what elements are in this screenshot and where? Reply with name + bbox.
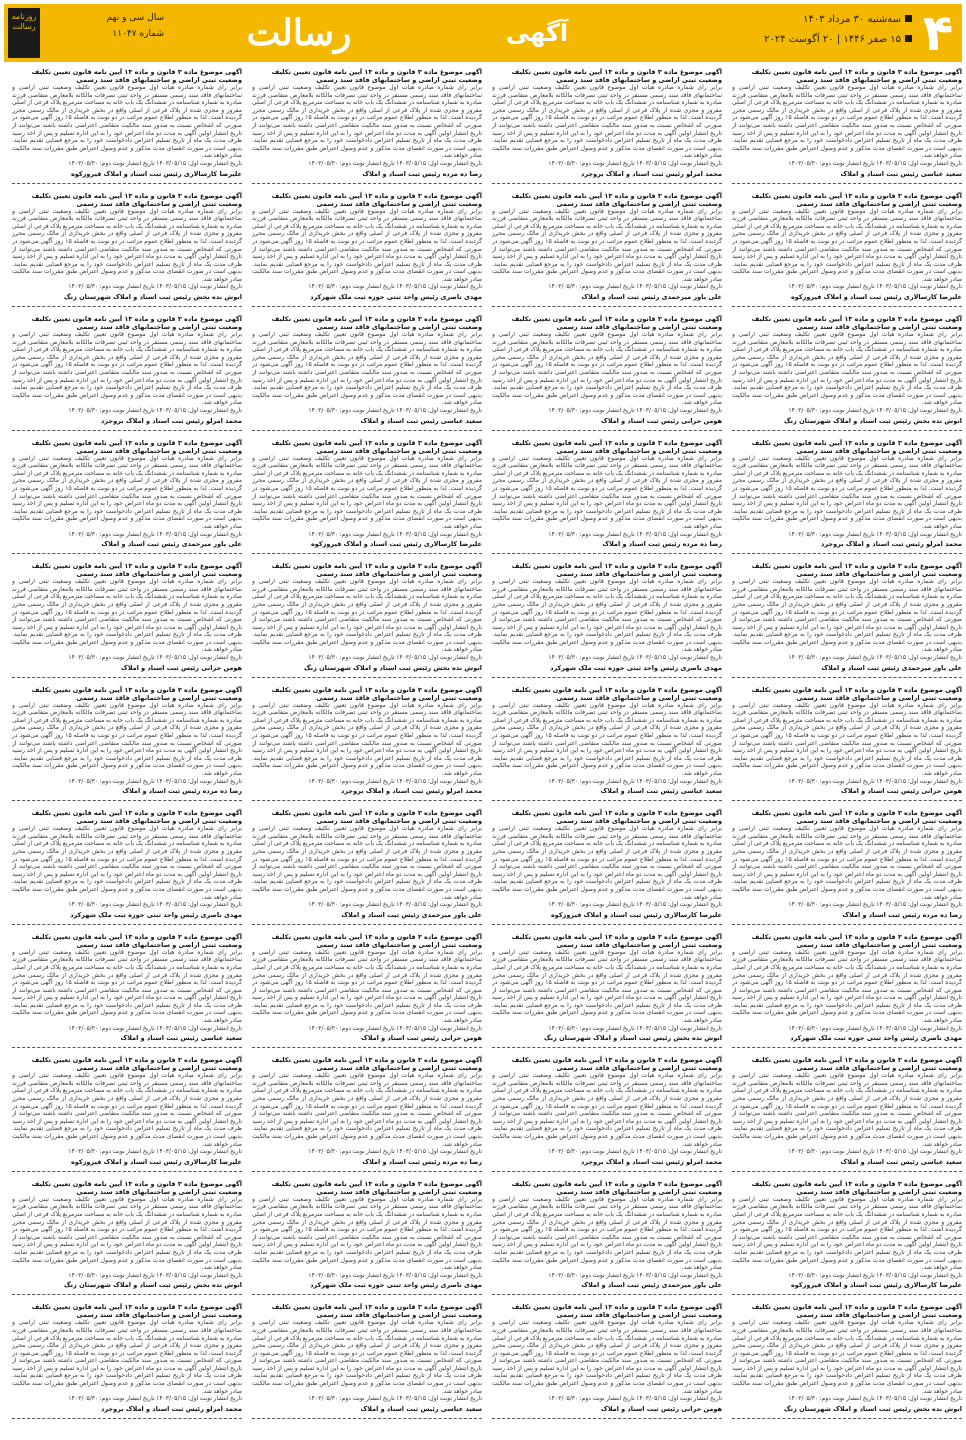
notice-signature: انوش نده بخش رئیس ثبت اسناد و املاک شهرستان زنگ bbox=[544, 1034, 722, 1043]
legal-notice bbox=[492, 1056, 722, 1172]
notice-body: برابر رای شماره صادره هیات اول موضوع قانون تعیین تکلیف وضعیت ثبتی اراضی و ساختمانهای فاقد سند رسمی مستقر در واحد ثبتی تصرفات مالکانه بلامعارض متقاضی فرزند صادره به شماره شناسنامه در ششدانگ یک باب خانه به مساحت مترمربع پلاک فرعی از اصلی مفروز و مجزی شده از پلاک فرعی از اصلی واقع در بخش خریداری از مالک رسمی محرز گردیده است. لذا به منظور اطلاع عموم مراتب در دو نوبت به فاصله ۱۵ روز آگهی می‌شود در صورتی که اشخاص نسبت به صدور سند مالکیت متقاضی اعتراضی داشته باشند می‌توانند از تاریخ انتشار اولین آگهی به مدت دو ماه اعتراض خود را به این اداره تسلیم و پس از اخذ رسید ظرف مدت یک ماه از تاریخ تسلیم اعتراض دادخواست خود را به مرجع قضایی تقدیم نمایند. بدیهی است در صورت انقضای مدت مذکور و عدم وصول اعتراض طبق مقررات سند مالکیت صادر خواهد شد. bbox=[252, 454, 482, 530]
notice-signature: رضا ده مرده رئیس ثبت اسناد و املاک bbox=[362, 169, 482, 178]
legal-notice bbox=[252, 315, 482, 431]
notice-dates: تاریخ انتشار نوبت اول: ۱۴۰۳/۰۵/۱۵ تاریخ انتشار نوبت دوم: ۱۴۰۳/۰۵/۳۰ bbox=[308, 407, 482, 414]
notice-body: برابر رای شماره صادره هیات اول موضوع قانون تعیین تکلیف وضعیت ثبتی اراضی و ساختمانهای فاقد سند رسمی مستقر در واحد ثبتی تصرفات مالکانه بلامعارض متقاضی فرزند صادره به شماره شناسنامه در ششدانگ یک باب خانه به مساحت مترمربع پلاک فرعی از اصلی مفروز و مجزی شده از پلاک فرعی از اصلی واقع در بخش خریداری از مالک رسمی محرز گردیده است. لذا به منظور اطلاع عموم مراتب در دو نوبت به فاصله ۱۵ روز آگهی می‌شود در صورتی که اشخاص نسبت به صدور سند مالکیت متقاضی اعتراضی داشته باشند می‌توانند از تاریخ انتشار اولین آگهی به مدت دو ماه اعتراض خود را به این اداره تسلیم و پس از اخذ رسید ظرف مدت یک ماه از تاریخ تسلیم اعتراض دادخواست خود را به مرجع قضایی تقدیم نمایند. بدیهی است در صورت انقضای مدت مذکور و عدم وصول اعتراض طبق مقررات سند مالکیت صادر خواهد شد. bbox=[252, 701, 482, 777]
legal-notice bbox=[492, 439, 722, 555]
legal-notice bbox=[492, 68, 722, 184]
legal-notice bbox=[492, 686, 722, 802]
notice-signature: علی یاور میرحمدی رئیس ثبت اسناد و املاک bbox=[341, 910, 482, 919]
notice-title: آگهی موضوع ماده ۳ قانون و ماده ۱۳ آیین نامه قانون تعیین تکلیف وضعیت ثبتی اراضی و ساختمانهای فاقد سند رسمی bbox=[31, 1056, 242, 1073]
notice-title: آگهی موضوع ماده ۳ قانون و ماده ۱۳ آیین نامه قانون تعیین تکلیف وضعیت ثبتی اراضی و ساختمانهای فاقد سند رسمی bbox=[511, 562, 722, 579]
notice-body: برابر رای شماره صادره هیات اول موضوع قانون تعیین تکلیف وضعیت ثبتی اراضی و ساختمانهای فاقد سند رسمی مستقر در واحد ثبتی تصرفات مالکانه بلامعارض متقاضی فرزند صادره به شماره شناسنامه در ششدانگ یک باب خانه به مساحت مترمربع پلاک فرعی از اصلی مفروز و مجزی شده از پلاک فرعی از اصلی واقع در بخش خریداری از مالک رسمی محرز گردیده است. لذا به منظور اطلاع عموم مراتب در دو نوبت به فاصله ۱۵ روز آگهی می‌شود در صورتی که اشخاص نسبت به صدور سند مالکیت متقاضی اعتراضی داشته باشند می‌توانند از تاریخ انتشار اولین آگهی به مدت دو ماه اعتراض خود را به این اداره تسلیم و پس از اخذ رسید ظرف مدت یک ماه از تاریخ تسلیم اعتراض دادخواست خود را به مرجع قضایی تقدیم نمایند. بدیهی است در صورت انقضای مدت مذکور و عدم وصول اعتراض طبق مقررات سند مالکیت صادر خواهد شد. bbox=[12, 454, 242, 530]
notice-signature: هومن حرانی رئیس ثبت اسناد و املاک bbox=[601, 416, 722, 425]
notice-divider bbox=[732, 183, 962, 184]
page-header bbox=[4, 4, 962, 62]
notice-signature: رضا ده مرده رئیس ثبت اسناد و املاک bbox=[362, 1157, 482, 1166]
notice-title: آگهی موضوع ماده ۳ قانون و ماده ۱۳ آیین نامه قانون تعیین تکلیف وضعیت ثبتی اراضی و ساختمانهای فاقد سند رسمی bbox=[31, 932, 242, 949]
notice-title: آگهی موضوع ماده ۳ قانون و ماده ۱۳ آیین نامه قانون تعیین تکلیف وضعیت ثبتی اراضی و ساختمانهای فاقد سند رسمی bbox=[271, 1303, 482, 1320]
notice-body: برابر رای شماره صادره هیات اول موضوع قانون تعیین تکلیف وضعیت ثبتی اراضی و ساختمانهای فاقد سند رسمی مستقر در واحد ثبتی تصرفات مالکانه بلامعارض متقاضی فرزند صادره به شماره شناسنامه در ششدانگ یک باب خانه به مساحت مترمربع پلاک فرعی از اصلی مفروز و مجزی شده از پلاک فرعی از اصلی واقع در بخش خریداری از مالک رسمی محرز گردیده است. لذا به منظور اطلاع عموم مراتب در دو نوبت به فاصله ۱۵ روز آگهی می‌شود در صورتی که اشخاص نسبت به صدور سند مالکیت متقاضی اعتراضی داشته باشند می‌توانند از تاریخ انتشار اولین آگهی به مدت دو ماه اعتراض خود را به این اداره تسلیم و پس از اخذ رسید ظرف مدت یک ماه از تاریخ تسلیم اعتراض دادخواست خود را به مرجع قضایی تقدیم نمایند. بدیهی است در صورت انقضای مدت مذکور و عدم وصول اعتراض طبق مقررات سند مالکیت صادر خواهد شد. bbox=[252, 948, 482, 1025]
notice-divider bbox=[252, 306, 482, 307]
notice-body: برابر رای شماره صادره هیات اول موضوع قانون تعیین تکلیف وضعیت ثبتی اراضی و ساختمانهای فاقد سند رسمی مستقر در واحد ثبتی تصرفات مالکانه بلامعارض متقاضی فرزند صادره به شماره شناسنامه در ششدانگ یک باب خانه به مساحت مترمربع پلاک فرعی از اصلی مفروز و مجزی شده از پلاک فرعی از اصلی واقع در بخش خریداری از مالک رسمی محرز گردیده است. لذا به منظور اطلاع عموم مراتب در دو نوبت به فاصله ۱۵ روز آگهی می‌شود در صورتی که اشخاص نسبت به صدور سند مالکیت متقاضی اعتراضی داشته باشند می‌توانند از تاریخ انتشار اولین آگهی به مدت دو ماه اعتراض خود را به این اداره تسلیم و پس از اخذ رسید ظرف مدت یک ماه از تاریخ تسلیم اعتراض دادخواست خود را به مرجع قضایی تقدیم نمایند. بدیهی است در صورت انقضای مدت مذکور و عدم وصول اعتراض طبق مقررات سند مالکیت صادر خواهد شد. bbox=[732, 701, 962, 777]
notice-title: آگهی موضوع ماده ۳ قانون و ماده ۱۳ آیین نامه قانون تعیین تکلیف وضعیت ثبتی اراضی و ساختمانهای فاقد سند رسمی bbox=[751, 685, 962, 702]
notice-signature: سعید عباسی رئیس ثبت اسناد و املاک bbox=[120, 1034, 242, 1043]
notice-title: آگهی موضوع ماده ۳ قانون و ماده ۱۳ آیین نامه قانون تعیین تکلیف وضعیت ثبتی اراضی و ساختمانهای فاقد سند رسمی bbox=[31, 685, 242, 702]
notice-divider bbox=[12, 800, 242, 801]
notice-body: برابر رای شماره صادره هیات اول موضوع قانون تعیین تکلیف وضعیت ثبتی اراضی و ساختمانهای فاقد سند رسمی مستقر در واحد ثبتی تصرفات مالکانه بلامعارض متقاضی فرزند صادره به شماره شناسنامه در ششدانگ یک باب خانه به مساحت مترمربع پلاک فرعی از اصلی مفروز و مجزی شده از پلاک فرعی از اصلی واقع در بخش خریداری از مالک رسمی محرز گردیده است. لذا به منظور اطلاع عموم مراتب در دو نوبت به فاصله ۱۵ روز آگهی می‌شود در صورتی که اشخاص نسبت به صدور سند مالکیت متقاضی اعتراضی داشته باشند می‌توانند از تاریخ انتشار اولین آگهی به مدت دو ماه اعتراض خود را به این اداره تسلیم و پس از اخذ رسید ظرف مدت یک ماه از تاریخ تسلیم اعتراض دادخواست خود را به مرجع قضایی تقدیم نمایند. بدیهی است در صورت انقضای مدت مذکور و عدم وصول اعتراض طبق مقررات سند مالکیت صادر خواهد شد. bbox=[12, 578, 242, 654]
notice-dates: تاریخ انتشار نوبت اول: ۱۴۰۳/۰۵/۱۵ تاریخ انتشار نوبت دوم: ۱۴۰۳/۰۵/۳۰ bbox=[788, 901, 962, 909]
notice-divider bbox=[492, 924, 722, 925]
notice-divider bbox=[12, 1171, 242, 1172]
notice-body: برابر رای شماره صادره هیات اول موضوع قانون تعیین تکلیف وضعیت ثبتی اراضی و ساختمانهای فاقد سند رسمی مستقر در واحد ثبتی تصرفات مالکانه بلامعارض متقاضی فرزند صادره به شماره شناسنامه در ششدانگ یک باب خانه به مساحت مترمربع پلاک فرعی از اصلی مفروز و مجزی شده از پلاک فرعی از اصلی واقع در بخش خریداری از مالک رسمی محرز گردیده است. لذا به منظور اطلاع عموم مراتب در دو نوبت به فاصله ۱۵ روز آگهی می‌شود در صورتی که اشخاص نسبت به صدور سند مالکیت متقاضی اعتراضی داشته باشند می‌توانند از تاریخ انتشار اولین آگهی به مدت دو ماه اعتراض خود را به این اداره تسلیم و پس از اخذ رسید ظرف مدت یک ماه از تاریخ تسلیم اعتراض دادخواست خود را به مرجع قضایی تقدیم نمایند. بدیهی است در صورت انقضای مدت مذکور و عدم وصول اعتراض طبق مقررات سند مالکیت صادر خواهد شد. bbox=[252, 825, 482, 901]
notice-body: برابر رای شماره صادره هیات اول موضوع قانون تعیین تکلیف وضعیت ثبتی اراضی و ساختمانهای فاقد سند رسمی مستقر در واحد ثبتی تصرفات مالکانه بلامعارض متقاضی فرزند صادره به شماره شناسنامه در ششدانگ یک باب خانه به مساحت مترمربع پلاک فرعی از اصلی مفروز و مجزی شده از پلاک فرعی از اصلی واقع در بخش خریداری از مالک رسمی محرز گردیده است. لذا به منظور اطلاع عموم مراتب در دو نوبت به فاصله ۱۵ روز آگهی می‌شود در صورتی که اشخاص نسبت به صدور سند مالکیت متقاضی اعتراضی داشته باشند می‌توانند از تاریخ انتشار اولین آگهی به مدت دو ماه اعتراض خود را به این اداره تسلیم و پس از اخذ رسید ظرف مدت یک ماه از تاریخ تسلیم اعتراض دادخواست خود را به مرجع قضایی تقدیم نمایند. بدیهی است در صورت انقضای مدت مذکور و عدم وصول اعتراض طبق مقررات سند مالکیت صادر خواهد شد. bbox=[492, 1072, 722, 1148]
legal-notice bbox=[492, 933, 722, 1049]
notice-title: آگهی موضوع ماده ۳ قانون و ماده ۱۳ آیین نامه قانون تعیین تکلیف وضعیت ثبتی اراضی و ساختمانهای فاقد سند رسمی bbox=[271, 191, 482, 208]
notice-body: برابر رای شماره صادره هیات اول موضوع قانون تعیین تکلیف وضعیت ثبتی اراضی و ساختمانهای فاقد سند رسمی مستقر در واحد ثبتی تصرفات مالکانه بلامعارض متقاضی فرزند صادره به شماره شناسنامه در ششدانگ یک باب خانه به مساحت مترمربع پلاک فرعی از اصلی مفروز و مجزی شده از پلاک فرعی از اصلی واقع در بخش خریداری از مالک رسمی محرز گردیده است. لذا به منظور اطلاع عموم مراتب در دو نوبت به فاصله ۱۵ روز آگهی می‌شود در صورتی که اشخاص نسبت به صدور سند مالکیت متقاضی اعتراضی داشته باشند می‌توانند از تاریخ انتشار اولین آگهی به مدت دو ماه اعتراض خود را به این اداره تسلیم و پس از اخذ رسید ظرف مدت یک ماه از تاریخ تسلیم اعتراض دادخواست خود را به مرجع قضایی تقدیم نمایند. بدیهی است در صورت انقضای مدت مذکور و عدم وصول اعتراض طبق مقررات سند مالکیت صادر خواهد شد. bbox=[492, 578, 722, 654]
notice-signature: مهدی ناصری رئیس واحد ثبتی حوزه ثبت ملک شهرکرد bbox=[790, 1034, 962, 1043]
notice-dates: تاریخ انتشار نوبت اول: ۱۴۰۳/۰۵/۱۵ تاریخ انتشار نوبت دوم: ۱۴۰۳/۰۵/۳۰ bbox=[788, 1024, 962, 1032]
notice-divider bbox=[492, 183, 722, 184]
notice-divider bbox=[12, 430, 242, 431]
notice-dates: تاریخ انتشار نوبت اول: ۱۴۰۳/۰۵/۱۵ تاریخ انتشار نوبت دوم: ۱۴۰۳/۰۵/۳۰ bbox=[548, 1148, 722, 1156]
notice-signature: هومن حرانی رئیس ثبت اسناد و املاک bbox=[121, 663, 242, 672]
notice-divider bbox=[732, 1047, 962, 1048]
legal-notice bbox=[492, 1180, 722, 1296]
notice-signature: محمد امرلو رئیس ثبت اسناد و املاک بروجرد bbox=[581, 169, 722, 178]
notice-title: آگهی موضوع ماده ۳ قانون و ماده ۱۳ آیین نامه قانون تعیین تکلیف وضعیت ثبتی اراضی و ساختمانهای فاقد سند رسمی bbox=[271, 932, 482, 949]
legal-notice bbox=[12, 1056, 242, 1172]
notice-divider bbox=[12, 1294, 242, 1295]
notice-body: برابر رای شماره صادره هیات اول موضوع قانون تعیین تکلیف وضعیت ثبتی اراضی و ساختمانهای فاقد سند رسمی مستقر در واحد ثبتی تصرفات مالکانه بلامعارض متقاضی فرزند صادره به شماره شناسنامه در ششدانگ یک باب خانه به مساحت مترمربع پلاک فرعی از اصلی مفروز و مجزی شده از پلاک فرعی از اصلی واقع در بخش خریداری از مالک رسمی محرز گردیده است. لذا به منظور اطلاع عموم مراتب در دو نوبت به فاصله ۱۵ روز آگهی می‌شود در صورتی که اشخاص نسبت به صدور سند مالکیت متقاضی اعتراضی داشته باشند می‌توانند از تاریخ انتشار اولین آگهی به مدت دو ماه اعتراض خود را به این اداره تسلیم و پس از اخذ رسید ظرف مدت یک ماه از تاریخ تسلیم اعتراض دادخواست خود را به مرجع قضایی تقدیم نمایند. بدیهی است در صورت انقضای مدت مذکور و عدم وصول اعتراض طبق مقررات سند مالکیت صادر خواهد شد. bbox=[492, 1195, 722, 1272]
legal-notice bbox=[732, 686, 962, 802]
notice-title: آگهی موضوع ماده ۳ قانون و ماده ۱۳ آیین نامه قانون تعیین تکلیف وضعیت ثبتی اراضی و ساختمانهای فاقد سند رسمی bbox=[31, 438, 242, 455]
notice-title: آگهی موضوع ماده ۳ قانون و ماده ۱۳ آیین نامه قانون تعیین تکلیف وضعیت ثبتی اراضی و ساختمانهای فاقد سند رسمی bbox=[271, 685, 482, 702]
notice-dates: تاریخ انتشار نوبت اول: ۱۴۰۳/۰۵/۱۵ تاریخ انتشار نوبت دوم: ۱۴۰۳/۰۵/۳۰ bbox=[548, 1395, 722, 1403]
notice-title: آگهی موضوع ماده ۳ قانون و ماده ۱۳ آیین نامه قانون تعیین تکلیف وضعیت ثبتی اراضی و ساختمانهای فاقد سند رسمی bbox=[751, 68, 962, 84]
notice-body: برابر رای شماره صادره هیات اول موضوع قانون تعیین تکلیف وضعیت ثبتی اراضی و ساختمانهای فاقد سند رسمی مستقر در واحد ثبتی تصرفات مالکانه بلامعارض متقاضی فرزند صادره به شماره شناسنامه در ششدانگ یک باب خانه به مساحت مترمربع پلاک فرعی از اصلی مفروز و مجزی شده از پلاک فرعی از اصلی واقع در بخش خریداری از مالک رسمی محرز گردیده است. لذا به منظور اطلاع عموم مراتب در دو نوبت به فاصله ۱۵ روز آگهی می‌شود در صورتی که اشخاص نسبت به صدور سند مالکیت متقاضی اعتراضی داشته باشند می‌توانند از تاریخ انتشار اولین آگهی به مدت دو ماه اعتراض خود را به این اداره تسلیم و پس از اخذ رسید ظرف مدت یک ماه از تاریخ تسلیم اعتراض دادخواست خود را به مرجع قضایی تقدیم نمایند. بدیهی است در صورت انقضای مدت مذکور و عدم وصول اعتراض طبق مقررات سند مالکیت صادر خواهد شد. bbox=[12, 84, 242, 160]
notice-divider bbox=[252, 1294, 482, 1295]
legal-notice bbox=[732, 1056, 962, 1172]
notice-title: آگهی موضوع ماده ۳ قانون و ماده ۱۳ آیین نامه قانون تعیین تکلیف وضعیت ثبتی اراضی و ساختمانهای فاقد سند رسمی bbox=[511, 68, 722, 84]
notice-signature: سعید عباسی رئیس ثبت اسناد و املاک bbox=[360, 1404, 482, 1413]
notice-signature: علیرضا کارسالاری رئیس ثبت اسناد و املاک فیروزکوه bbox=[550, 910, 722, 919]
legal-notice bbox=[252, 1303, 482, 1419]
notice-body: برابر رای شماره صادره هیات اول موضوع قانون تعیین تکلیف وضعیت ثبتی اراضی و ساختمانهای فاقد سند رسمی مستقر در واحد ثبتی تصرفات مالکانه بلامعارض متقاضی فرزند صادره به شماره شناسنامه در ششدانگ یک باب خانه به مساحت مترمربع پلاک فرعی از اصلی مفروز و مجزی شده از پلاک فرعی از اصلی واقع در بخش خریداری از مالک رسمی محرز گردیده است. لذا به منظور اطلاع عموم مراتب در دو نوبت به فاصله ۱۵ روز آگهی می‌شود در صورتی که اشخاص نسبت به صدور سند مالکیت متقاضی اعتراضی داشته باشند می‌توانند از تاریخ انتشار اولین آگهی به مدت دو ماه اعتراض خود را به این اداره تسلیم و پس از اخذ رسید ظرف مدت یک ماه از تاریخ تسلیم اعتراض دادخواست خود را به مرجع قضایی تقدیم نمایند. بدیهی است در صورت انقضای مدت مذکور و عدم وصول اعتراض طبق مقررات سند مالکیت صادر خواهد شد. bbox=[12, 331, 242, 407]
legal-notice bbox=[492, 1303, 722, 1419]
notice-title: آگهی موضوع ماده ۳ قانون و ماده ۱۳ آیین نامه قانون تعیین تکلیف وضعیت ثبتی اراضی و ساختمانهای فاقد سند رسمی bbox=[751, 315, 962, 332]
notice-title: آگهی موضوع ماده ۳ قانون و ماده ۱۳ آیین نامه قانون تعیین تکلیف وضعیت ثبتی اراضی و ساختمانهای فاقد سند رسمی bbox=[511, 1179, 722, 1196]
newspaper-logo: روزنامه رسالت bbox=[8, 8, 40, 58]
notice-dates: تاریخ انتشار نوبت اول: ۱۴۰۳/۰۵/۱۵ تاریخ انتشار نوبت دوم: ۱۴۰۳/۰۵/۳۰ bbox=[788, 1395, 962, 1403]
notice-dates: تاریخ انتشار نوبت اول: ۱۴۰۳/۰۵/۱۵ تاریخ انتشار نوبت دوم: ۱۴۰۳/۰۵/۳۰ bbox=[308, 1395, 482, 1403]
notice-title: آگهی موضوع ماده ۳ قانون و ماده ۱۳ آیین نامه قانون تعیین تکلیف وضعیت ثبتی اراضی و ساختمانهای فاقد سند رسمی bbox=[31, 1303, 242, 1320]
notice-divider bbox=[732, 677, 962, 678]
section-title: آگهی bbox=[505, 19, 569, 47]
legal-notice bbox=[252, 192, 482, 308]
legal-notice bbox=[252, 68, 482, 184]
notice-signature: انوش نده بخش رئیس ثبت اسناد و املاک شهرستان زنگ bbox=[304, 663, 482, 672]
notice-dates: تاریخ انتشار نوبت اول: ۱۴۰۳/۰۵/۱۵ تاریخ انتشار نوبت دوم: ۱۴۰۳/۰۵/۳۰ bbox=[788, 283, 962, 291]
notice-title: آگهی موضوع ماده ۳ قانون و ماده ۱۳ آیین نامه قانون تعیین تکلیف وضعیت ثبتی اراضی و ساختمانهای فاقد سند رسمی bbox=[751, 562, 962, 579]
notice-body: برابر رای شماره صادره هیات اول موضوع قانون تعیین تکلیف وضعیت ثبتی اراضی و ساختمانهای فاقد سند رسمی مستقر در واحد ثبتی تصرفات مالکانه بلامعارض متقاضی فرزند صادره به شماره شناسنامه در ششدانگ یک باب خانه به مساحت مترمربع پلاک فرعی از اصلی مفروز و مجزی شده از پلاک فرعی از اصلی واقع در بخش خریداری از مالک رسمی محرز گردیده است. لذا به منظور اطلاع عموم مراتب در دو نوبت به فاصله ۱۵ روز آگهی می‌شود در صورتی که اشخاص نسبت به صدور سند مالکیت متقاضی اعتراضی داشته باشند می‌توانند از تاریخ انتشار اولین آگهی به مدت دو ماه اعتراض خود را به این اداره تسلیم و پس از اخذ رسید ظرف مدت یک ماه از تاریخ تسلیم اعتراض دادخواست خود را به مرجع قضایی تقدیم نمایند. بدیهی است در صورت انقضای مدت مذکور و عدم وصول اعتراض طبق مقررات سند مالکیت صادر خواهد شد. bbox=[12, 1319, 242, 1395]
column-4 bbox=[12, 68, 242, 1436]
notice-body: برابر رای شماره صادره هیات اول موضوع قانون تعیین تکلیف وضعیت ثبتی اراضی و ساختمانهای فاقد سند رسمی مستقر در واحد ثبتی تصرفات مالکانه بلامعارض متقاضی فرزند صادره به شماره شناسنامه در ششدانگ یک باب خانه به مساحت مترمربع پلاک فرعی از اصلی مفروز و مجزی شده از پلاک فرعی از اصلی واقع در بخش خریداری از مالک رسمی محرز گردیده است. لذا به منظور اطلاع عموم مراتب در دو نوبت به فاصله ۱۵ روز آگهی می‌شود در صورتی که اشخاص نسبت به صدور سند مالکیت متقاضی اعتراضی داشته باشند می‌توانند از تاریخ انتشار اولین آگهی به مدت دو ماه اعتراض خود را به این اداره تسلیم و پس از اخذ رسید ظرف مدت یک ماه از تاریخ تسلیم اعتراض دادخواست خود را به مرجع قضایی تقدیم نمایند. بدیهی است در صورت انقضای مدت مذکور و عدم وصول اعتراض طبق مقررات سند مالکیت صادر خواهد شد. bbox=[732, 84, 962, 160]
notice-body: برابر رای شماره صادره هیات اول موضوع قانون تعیین تکلیف وضعیت ثبتی اراضی و ساختمانهای فاقد سند رسمی مستقر در واحد ثبتی تصرفات مالکانه بلامعارض متقاضی فرزند صادره به شماره شناسنامه در ششدانگ یک باب خانه به مساحت مترمربع پلاک فرعی از اصلی مفروز و مجزی شده از پلاک فرعی از اصلی واقع در بخش خریداری از مالک رسمی محرز گردیده است. لذا به منظور اطلاع عموم مراتب در دو نوبت به فاصله ۱۵ روز آگهی می‌شود در صورتی که اشخاص نسبت به صدور سند مالکیت متقاضی اعتراضی داشته باشند می‌توانند از تاریخ انتشار اولین آگهی به مدت دو ماه اعتراض خود را به این اداره تسلیم و پس از اخذ رسید ظرف مدت یک ماه از تاریخ تسلیم اعتراض دادخواست خود را به مرجع قضایی تقدیم نمایند. بدیهی است در صورت انقضای مدت مذکور و عدم وصول اعتراض طبق مقررات سند مالکیت صادر خواهد شد. bbox=[252, 578, 482, 654]
notice-divider bbox=[732, 553, 962, 554]
notice-signature: سعید عباسی رئیس ثبت اسناد و املاک bbox=[360, 416, 482, 425]
notice-dates: تاریخ انتشار نوبت اول: ۱۴۰۳/۰۵/۱۵ تاریخ انتشار نوبت دوم: ۱۴۰۳/۰۵/۳۰ bbox=[548, 901, 722, 909]
notice-signature: محمد امرلو رئیس ثبت اسناد و املاک بروجرد bbox=[101, 416, 242, 425]
notice-title: آگهی موضوع ماده ۳ قانون و ماده ۱۳ آیین نامه قانون تعیین تکلیف وضعیت ثبتی اراضی و ساختمانهای فاقد سند رسمی bbox=[31, 191, 242, 208]
notice-body: برابر رای شماره صادره هیات اول موضوع قانون تعیین تکلیف وضعیت ثبتی اراضی و ساختمانهای فاقد سند رسمی مستقر در واحد ثبتی تصرفات مالکانه بلامعارض متقاضی فرزند صادره به شماره شناسنامه در ششدانگ یک باب خانه به مساحت مترمربع پلاک فرعی از اصلی مفروز و مجزی شده از پلاک فرعی از اصلی واقع در بخش خریداری از مالک رسمی محرز گردیده است. لذا به منظور اطلاع عموم مراتب در دو نوبت به فاصله ۱۵ روز آگهی می‌شود در صورتی که اشخاص نسبت به صدور سند مالکیت متقاضی اعتراضی داشته باشند می‌توانند از تاریخ انتشار اولین آگهی به مدت دو ماه اعتراض خود را به این اداره تسلیم و پس از اخذ رسید ظرف مدت یک ماه از تاریخ تسلیم اعتراض دادخواست خود را به مرجع قضایی تقدیم نمایند. بدیهی است در صورت انقضای مدت مذکور و عدم وصول اعتراض طبق مقررات سند مالکیت صادر خواهد شد. bbox=[732, 1319, 962, 1395]
notice-signature: علی یاور میرحمدی رئیس ثبت اسناد و املاک bbox=[581, 1281, 722, 1290]
notice-dates: تاریخ انتشار نوبت اول: ۱۴۰۳/۰۵/۱۵ تاریخ انتشار نوبت دوم: ۱۴۰۳/۰۵/۳۰ bbox=[548, 654, 722, 662]
notice-divider bbox=[492, 553, 722, 554]
notice-title: آگهی موضوع ماده ۳ قانون و ماده ۱۳ آیین نامه قانون تعیین تکلیف وضعیت ثبتی اراضی و ساختمانهای فاقد سند رسمی bbox=[511, 1056, 722, 1073]
legal-notice bbox=[732, 315, 962, 431]
notice-signature: رضا ده مرده رئیس ثبت اسناد و املاک bbox=[842, 910, 962, 919]
notice-body: برابر رای شماره صادره هیات اول موضوع قانون تعیین تکلیف وضعیت ثبتی اراضی و ساختمانهای فاقد سند رسمی مستقر در واحد ثبتی تصرفات مالکانه بلامعارض متقاضی فرزند صادره به شماره شناسنامه در ششدانگ یک باب خانه به مساحت مترمربع پلاک فرعی از اصلی مفروز و مجزی شده از پلاک فرعی از اصلی واقع در بخش خریداری از مالک رسمی محرز گردیده است. لذا به منظور اطلاع عموم مراتب در دو نوبت به فاصله ۱۵ روز آگهی می‌شود در صورتی که اشخاص نسبت به صدور سند مالکیت متقاضی اعتراضی داشته باشند می‌توانند از تاریخ انتشار اولین آگهی به مدت دو ماه اعتراض خود را به این اداره تسلیم و پس از اخذ رسید ظرف مدت یک ماه از تاریخ تسلیم اعتراض دادخواست خود را به مرجع قضایی تقدیم نمایند. بدیهی است در صورت انقضای مدت مذکور و عدم وصول اعتراض طبق مقررات سند مالکیت صادر خواهد شد. bbox=[732, 1072, 962, 1148]
notice-body: برابر رای شماره صادره هیات اول موضوع قانون تعیین تکلیف وضعیت ثبتی اراضی و ساختمانهای فاقد سند رسمی مستقر در واحد ثبتی تصرفات مالکانه بلامعارض متقاضی فرزند صادره به شماره شناسنامه در ششدانگ یک باب خانه به مساحت مترمربع پلاک فرعی از اصلی مفروز و مجزی شده از پلاک فرعی از اصلی واقع در بخش خریداری از مالک رسمی محرز گردیده است. لذا به منظور اطلاع عموم مراتب در دو نوبت به فاصله ۱۵ روز آگهی می‌شود در صورتی که اشخاص نسبت به صدور سند مالکیت متقاضی اعتراضی داشته باشند می‌توانند از تاریخ انتشار اولین آگهی به مدت دو ماه اعتراض خود را به این اداره تسلیم و پس از اخذ رسید ظرف مدت یک ماه از تاریخ تسلیم اعتراض دادخواست خود را به مرجع قضایی تقدیم نمایند. بدیهی است در صورت انقضای مدت مذکور و عدم وصول اعتراض طبق مقررات سند مالکیت صادر خواهد شد. bbox=[492, 207, 722, 283]
legal-notice bbox=[732, 1303, 962, 1419]
legal-notice bbox=[732, 439, 962, 555]
notice-title: آگهی موضوع ماده ۳ قانون و ماده ۱۳ آیین نامه قانون تعیین تکلیف وضعیت ثبتی اراضی و ساختمانهای فاقد سند رسمی bbox=[271, 315, 482, 332]
legal-notice bbox=[12, 686, 242, 802]
notice-signature: علی یاور میرحمدی رئیس ثبت اسناد و املاک bbox=[821, 663, 962, 672]
notice-signature: رضا ده مرده رئیس ثبت اسناد و املاک bbox=[122, 787, 242, 796]
notice-signature: انوش نده بخش رئیس ثبت اسناد و املاک شهرستان زنگ bbox=[784, 1404, 962, 1413]
notice-signature: علیرضا کارسالاری رئیس ثبت اسناد و املاک فیروزکوه bbox=[70, 169, 242, 178]
notice-dates: تاریخ انتشار نوبت اول: ۱۴۰۳/۰۵/۱۵ تاریخ انتشار نوبت دوم: ۱۴۰۳/۰۵/۳۰ bbox=[68, 654, 242, 662]
notice-signature: هومن حرانی رئیس ثبت اسناد و املاک bbox=[361, 1034, 482, 1043]
notice-divider bbox=[252, 1418, 482, 1419]
notice-divider bbox=[252, 924, 482, 925]
date-persian: سه‌شنبه ۳۰ مرداد ۱۴۰۳ bbox=[803, 14, 901, 25]
notice-dates: تاریخ انتشار نوبت اول: ۱۴۰۳/۰۵/۱۵ تاریخ انتشار نوبت دوم: ۱۴۰۳/۰۵/۳۰ bbox=[788, 159, 962, 167]
legal-notice bbox=[492, 809, 722, 925]
notice-divider bbox=[732, 1418, 962, 1419]
legal-notice bbox=[12, 1180, 242, 1296]
legal-notice bbox=[732, 562, 962, 678]
notice-divider bbox=[252, 677, 482, 678]
notice-dates: تاریخ انتشار نوبت اول: ۱۴۰۳/۰۵/۱۵ تاریخ انتشار نوبت دوم: ۱۴۰۳/۰۵/۳۰ bbox=[308, 1024, 482, 1032]
notice-dates: تاریخ انتشار نوبت اول: ۱۴۰۳/۰۵/۱۵ تاریخ انتشار نوبت دوم: ۱۴۰۳/۰۵/۳۰ bbox=[548, 159, 722, 167]
notice-divider bbox=[252, 183, 482, 184]
notice-dates: تاریخ انتشار نوبت اول: ۱۴۰۳/۰۵/۱۵ تاریخ انتشار نوبت دوم: ۱۴۰۳/۰۵/۳۰ bbox=[68, 159, 242, 167]
notice-signature: انوش نده بخش رئیس ثبت اسناد و املاک شهرستان زنگ bbox=[784, 416, 962, 425]
notice-signature: سعید عباسی رئیس ثبت اسناد و املاک bbox=[840, 1157, 962, 1166]
legal-notice bbox=[732, 1180, 962, 1296]
notice-body: برابر رای شماره صادره هیات اول موضوع قانون تعیین تکلیف وضعیت ثبتی اراضی و ساختمانهای فاقد سند رسمی مستقر در واحد ثبتی تصرفات مالکانه بلامعارض متقاضی فرزند صادره به شماره شناسنامه در ششدانگ یک باب خانه به مساحت مترمربع پلاک فرعی از اصلی مفروز و مجزی شده از پلاک فرعی از اصلی واقع در بخش خریداری از مالک رسمی محرز گردیده است. لذا به منظور اطلاع عموم مراتب در دو نوبت به فاصله ۱۵ روز آگهی می‌شود در صورتی که اشخاص نسبت به صدور سند مالکیت متقاضی اعتراضی داشته باشند می‌توانند از تاریخ انتشار اولین آگهی به مدت دو ماه اعتراض خود را به این اداره تسلیم و پس از اخذ رسید ظرف مدت یک ماه از تاریخ تسلیم اعتراض دادخواست خود را به مرجع قضایی تقدیم نمایند. بدیهی است در صورت انقضای مدت مذکور و عدم وصول اعتراض طبق مقررات سند مالکیت صادر خواهد شد. bbox=[252, 1072, 482, 1148]
issue-number: شماره ۱۱۰۴۷ bbox=[112, 29, 164, 39]
notice-signature: علی یاور میرحمدی رئیس ثبت اسناد و املاک bbox=[581, 293, 722, 302]
notice-body: برابر رای شماره صادره هیات اول موضوع قانون تعیین تکلیف وضعیت ثبتی اراضی و ساختمانهای فاقد سند رسمی مستقر در واحد ثبتی تصرفات مالکانه بلامعارض متقاضی فرزند صادره به شماره شناسنامه در ششدانگ یک باب خانه به مساحت مترمربع پلاک فرعی از اصلی مفروز و مجزی شده از پلاک فرعی از اصلی واقع در بخش خریداری از مالک رسمی محرز گردیده است. لذا به منظور اطلاع عموم مراتب در دو نوبت به فاصله ۱۵ روز آگهی می‌شود در صورتی که اشخاص نسبت به صدور سند مالکیت متقاضی اعتراضی داشته باشند می‌توانند از تاریخ انتشار اولین آگهی به مدت دو ماه اعتراض خود را به این اداره تسلیم و پس از اخذ رسید ظرف مدت یک ماه از تاریخ تسلیم اعتراض دادخواست خود را به مرجع قضایی تقدیم نمایند. بدیهی است در صورت انقضای مدت مذکور و عدم وصول اعتراض طبق مقررات سند مالکیت صادر خواهد شد. bbox=[12, 207, 242, 283]
legal-notice bbox=[12, 1303, 242, 1419]
notice-body: برابر رای شماره صادره هیات اول موضوع قانون تعیین تکلیف وضعیت ثبتی اراضی و ساختمانهای فاقد سند رسمی مستقر در واحد ثبتی تصرفات مالکانه بلامعارض متقاضی فرزند صادره به شماره شناسنامه در ششدانگ یک باب خانه به مساحت مترمربع پلاک فرعی از اصلی مفروز و مجزی شده از پلاک فرعی از اصلی واقع در بخش خریداری از مالک رسمی محرز گردیده است. لذا به منظور اطلاع عموم مراتب در دو نوبت به فاصله ۱۵ روز آگهی می‌شود در صورتی که اشخاص نسبت به صدور سند مالکیت متقاضی اعتراضی داشته باشند می‌توانند از تاریخ انتشار اولین آگهی به مدت دو ماه اعتراض خود را به این اداره تسلیم و پس از اخذ رسید ظرف مدت یک ماه از تاریخ تسلیم اعتراض دادخواست خود را به مرجع قضایی تقدیم نمایند. بدیهی است در صورت انقضای مدت مذکور و عدم وصول اعتراض طبق مقررات سند مالکیت صادر خواهد شد. bbox=[252, 331, 482, 407]
notice-dates: تاریخ انتشار نوبت اول: ۱۴۰۳/۰۵/۱۵ تاریخ انتشار نوبت دوم: ۱۴۰۳/۰۵/۳۰ bbox=[308, 1271, 482, 1279]
notice-body: برابر رای شماره صادره هیات اول موضوع قانون تعیین تکلیف وضعیت ثبتی اراضی و ساختمانهای فاقد سند رسمی مستقر در واحد ثبتی تصرفات مالکانه بلامعارض متقاضی فرزند صادره به شماره شناسنامه در ششدانگ یک باب خانه به مساحت مترمربع پلاک فرعی از اصلی مفروز و مجزی شده از پلاک فرعی از اصلی واقع در بخش خریداری از مالک رسمی محرز گردیده است. لذا به منظور اطلاع عموم مراتب در دو نوبت به فاصله ۱۵ روز آگهی می‌شود در صورتی که اشخاص نسبت به صدور سند مالکیت متقاضی اعتراضی داشته باشند می‌توانند از تاریخ انتشار اولین آگهی به مدت دو ماه اعتراض خود را به این اداره تسلیم و پس از اخذ رسید ظرف مدت یک ماه از تاریخ تسلیم اعتراض دادخواست خود را به مرجع قضایی تقدیم نمایند. بدیهی است در صورت انقضای مدت مذکور و عدم وصول اعتراض طبق مقررات سند مالکیت صادر خواهد شد. bbox=[492, 454, 722, 530]
notice-title: آگهی موضوع ماده ۳ قانون و ماده ۱۳ آیین نامه قانون تعیین تکلیف وضعیت ثبتی اراضی و ساختمانهای فاقد سند رسمی bbox=[511, 809, 722, 826]
notice-dates: تاریخ انتشار نوبت اول: ۱۴۰۳/۰۵/۱۵ تاریخ انتشار نوبت دوم: ۱۴۰۳/۰۵/۳۰ bbox=[308, 777, 482, 785]
notice-signature: محمد امرلو رئیس ثبت اسناد و املاک بروجرد bbox=[101, 1404, 242, 1413]
notice-signature: سعید عباسی رئیس ثبت اسناد و املاک bbox=[600, 787, 722, 796]
notice-title: آگهی موضوع ماده ۳ قانون و ماده ۱۳ آیین نامه قانون تعیین تکلیف وضعیت ثبتی اراضی و ساختمانهای فاقد سند رسمی bbox=[271, 1179, 482, 1196]
notice-body: برابر رای شماره صادره هیات اول موضوع قانون تعیین تکلیف وضعیت ثبتی اراضی و ساختمانهای فاقد سند رسمی مستقر در واحد ثبتی تصرفات مالکانه بلامعارض متقاضی فرزند صادره به شماره شناسنامه در ششدانگ یک باب خانه به مساحت مترمربع پلاک فرعی از اصلی مفروز و مجزی شده از پلاک فرعی از اصلی واقع در بخش خریداری از مالک رسمی محرز گردیده است. لذا به منظور اطلاع عموم مراتب در دو نوبت به فاصله ۱۵ روز آگهی می‌شود در صورتی که اشخاص نسبت به صدور سند مالکیت متقاضی اعتراضی داشته باشند می‌توانند از تاریخ انتشار اولین آگهی به مدت دو ماه اعتراض خود را به این اداره تسلیم و پس از اخذ رسید ظرف مدت یک ماه از تاریخ تسلیم اعتراض دادخواست خود را به مرجع قضایی تقدیم نمایند. بدیهی است در صورت انقضای مدت مذکور و عدم وصول اعتراض طبق مقررات سند مالکیت صادر خواهد شد. bbox=[252, 1195, 482, 1272]
notice-body: برابر رای شماره صادره هیات اول موضوع قانون تعیین تکلیف وضعیت ثبتی اراضی و ساختمانهای فاقد سند رسمی مستقر در واحد ثبتی تصرفات مالکانه بلامعارض متقاضی فرزند صادره به شماره شناسنامه در ششدانگ یک باب خانه به مساحت مترمربع پلاک فرعی از اصلی مفروز و مجزی شده از پلاک فرعی از اصلی واقع در بخش خریداری از مالک رسمی محرز گردیده است. لذا به منظور اطلاع عموم مراتب در دو نوبت به فاصله ۱۵ روز آگهی می‌شود در صورتی که اشخاص نسبت به صدور سند مالکیت متقاضی اعتراضی داشته باشند می‌توانند از تاریخ انتشار اولین آگهی به مدت دو ماه اعتراض خود را به این اداره تسلیم و پس از اخذ رسید ظرف مدت یک ماه از تاریخ تسلیم اعتراض دادخواست خود را به مرجع قضایی تقدیم نمایند. بدیهی است در صورت انقضای مدت مذکور و عدم وصول اعتراض طبق مقررات سند مالکیت صادر خواهد شد. bbox=[732, 207, 962, 283]
notice-body: برابر رای شماره صادره هیات اول موضوع قانون تعیین تکلیف وضعیت ثبتی اراضی و ساختمانهای فاقد سند رسمی مستقر در واحد ثبتی تصرفات مالکانه بلامعارض متقاضی فرزند صادره به شماره شناسنامه در ششدانگ یک باب خانه به مساحت مترمربع پلاک فرعی از اصلی مفروز و مجزی شده از پلاک فرعی از اصلی واقع در بخش خریداری از مالک رسمی محرز گردیده است. لذا به منظور اطلاع عموم مراتب در دو نوبت به فاصله ۱۵ روز آگهی می‌شود در صورتی که اشخاص نسبت به صدور سند مالکیت متقاضی اعتراضی داشته باشند می‌توانند از تاریخ انتشار اولین آگهی به مدت دو ماه اعتراض خود را به این اداره تسلیم و پس از اخذ رسید ظرف مدت یک ماه از تاریخ تسلیم اعتراض دادخواست خود را به مرجع قضایی تقدیم نمایند. بدیهی است در صورت انقضای مدت مذکور و عدم وصول اعتراض طبق مقررات سند مالکیت صادر خواهد شد. bbox=[12, 948, 242, 1025]
notice-signature: محمد امرلو رئیس ثبت اسناد و املاک بروجرد bbox=[821, 540, 962, 549]
notice-divider bbox=[252, 1047, 482, 1048]
legal-notice bbox=[492, 192, 722, 308]
legal-notice bbox=[252, 686, 482, 802]
notice-body: برابر رای شماره صادره هیات اول موضوع قانون تعیین تکلیف وضعیت ثبتی اراضی و ساختمانهای فاقد سند رسمی مستقر در واحد ثبتی تصرفات مالکانه بلامعارض متقاضی فرزند صادره به شماره شناسنامه در ششدانگ یک باب خانه به مساحت مترمربع پلاک فرعی از اصلی مفروز و مجزی شده از پلاک فرعی از اصلی واقع در بخش خریداری از مالک رسمی محرز گردیده است. لذا به منظور اطلاع عموم مراتب در دو نوبت به فاصله ۱۵ روز آگهی می‌شود در صورتی که اشخاص نسبت به صدور سند مالکیت متقاضی اعتراضی داشته باشند می‌توانند از تاریخ انتشار اولین آگهی به مدت دو ماه اعتراض خود را به این اداره تسلیم و پس از اخذ رسید ظرف مدت یک ماه از تاریخ تسلیم اعتراض دادخواست خود را به مرجع قضایی تقدیم نمایند. بدیهی است در صورت انقضای مدت مذکور و عدم وصول اعتراض طبق مقررات سند مالکیت صادر خواهد شد. bbox=[252, 1319, 482, 1395]
legal-notice bbox=[252, 1180, 482, 1296]
notice-dates: تاریخ انتشار نوبت اول: ۱۴۰۳/۰۵/۱۵ تاریخ انتشار نوبت دوم: ۱۴۰۳/۰۵/۳۰ bbox=[68, 1395, 242, 1403]
square-bullet-icon bbox=[905, 15, 912, 22]
notice-dates: تاریخ انتشار نوبت اول: ۱۴۰۳/۰۵/۱۵ تاریخ انتشار نوبت دوم: ۱۴۰۳/۰۵/۳۰ bbox=[788, 530, 962, 538]
notice-title: آگهی موضوع ماده ۳ قانون و ماده ۱۳ آیین نامه قانون تعیین تکلیف وضعیت ثبتی اراضی و ساختمانهای فاقد سند رسمی bbox=[31, 315, 242, 332]
notice-signature: محمد امرلو رئیس ثبت اسناد و املاک بروجرد bbox=[581, 1157, 722, 1166]
notice-divider bbox=[12, 306, 242, 307]
notice-dates: تاریخ انتشار نوبت اول: ۱۴۰۳/۰۵/۱۵ تاریخ انتشار نوبت دوم: ۱۴۰۳/۰۵/۳۰ bbox=[308, 654, 482, 662]
notice-dates: تاریخ انتشار نوبت اول: ۱۴۰۳/۰۵/۱۵ تاریخ انتشار نوبت دوم: ۱۴۰۳/۰۵/۳۰ bbox=[308, 530, 482, 538]
notice-body: برابر رای شماره صادره هیات اول موضوع قانون تعیین تکلیف وضعیت ثبتی اراضی و ساختمانهای فاقد سند رسمی مستقر در واحد ثبتی تصرفات مالکانه بلامعارض متقاضی فرزند صادره به شماره شناسنامه در ششدانگ یک باب خانه به مساحت مترمربع پلاک فرعی از اصلی مفروز و مجزی شده از پلاک فرعی از اصلی واقع در بخش خریداری از مالک رسمی محرز گردیده است. لذا به منظور اطلاع عموم مراتب در دو نوبت به فاصله ۱۵ روز آگهی می‌شود در صورتی که اشخاص نسبت به صدور سند مالکیت متقاضی اعتراضی داشته باشند می‌توانند از تاریخ انتشار اولین آگهی به مدت دو ماه اعتراض خود را به این اداره تسلیم و پس از اخذ رسید ظرف مدت یک ماه از تاریخ تسلیم اعتراض دادخواست خود را به مرجع قضایی تقدیم نمایند. بدیهی است در صورت انقضای مدت مذکور و عدم وصول اعتراض طبق مقررات سند مالکیت صادر خواهد شد. bbox=[12, 701, 242, 777]
page-number: ۴ bbox=[922, 4, 954, 62]
notice-divider bbox=[12, 1418, 242, 1419]
notice-signature: سعید عباسی رئیس ثبت اسناد و املاک bbox=[840, 169, 962, 178]
notice-title: آگهی موضوع ماده ۳ قانون و ماده ۱۳ آیین نامه قانون تعیین تکلیف وضعیت ثبتی اراضی و ساختمانهای فاقد سند رسمی bbox=[751, 191, 962, 208]
legal-notice bbox=[12, 933, 242, 1049]
notice-title: آگهی موضوع ماده ۳ قانون و ماده ۱۳ آیین نامه قانون تعیین تکلیف وضعیت ثبتی اراضی و ساختمانهای فاقد سند رسمی bbox=[751, 932, 962, 949]
notice-divider bbox=[252, 800, 482, 801]
notice-body: برابر رای شماره صادره هیات اول موضوع قانون تعیین تکلیف وضعیت ثبتی اراضی و ساختمانهای فاقد سند رسمی مستقر در واحد ثبتی تصرفات مالکانه بلامعارض متقاضی فرزند صادره به شماره شناسنامه در ششدانگ یک باب خانه به مساحت مترمربع پلاک فرعی از اصلی مفروز و مجزی شده از پلاک فرعی از اصلی واقع در بخش خریداری از مالک رسمی محرز گردیده است. لذا به منظور اطلاع عموم مراتب در دو نوبت به فاصله ۱۵ روز آگهی می‌شود در صورتی که اشخاص نسبت به صدور سند مالکیت متقاضی اعتراضی داشته باشند می‌توانند از تاریخ انتشار اولین آگهی به مدت دو ماه اعتراض خود را به این اداره تسلیم و پس از اخذ رسید ظرف مدت یک ماه از تاریخ تسلیم اعتراض دادخواست خود را به مرجع قضایی تقدیم نمایند. بدیهی است در صورت انقضای مدت مذکور و عدم وصول اعتراض طبق مقررات سند مالکیت صادر خواهد شد. bbox=[732, 578, 962, 654]
square-bullet-icon bbox=[905, 35, 912, 42]
notice-signature: انوش نده بخش رئیس ثبت اسناد و املاک شهرستان زنگ bbox=[64, 293, 242, 302]
legal-notice bbox=[12, 192, 242, 308]
notice-title: آگهی موضوع ماده ۳ قانون و ماده ۱۳ آیین نامه قانون تعیین تکلیف وضعیت ثبتی اراضی و ساختمانهای فاقد سند رسمی bbox=[511, 685, 722, 702]
notice-divider bbox=[732, 1171, 962, 1172]
notice-dates: تاریخ انتشار نوبت اول: ۱۴۰۳/۰۵/۱۵ تاریخ انتشار نوبت دوم: ۱۴۰۳/۰۵/۳۰ bbox=[68, 1024, 242, 1032]
notice-body: برابر رای شماره صادره هیات اول موضوع قانون تعیین تکلیف وضعیت ثبتی اراضی و ساختمانهای فاقد سند رسمی مستقر در واحد ثبتی تصرفات مالکانه بلامعارض متقاضی فرزند صادره به شماره شناسنامه در ششدانگ یک باب خانه به مساحت مترمربع پلاک فرعی از اصلی مفروز و مجزی شده از پلاک فرعی از اصلی واقع در بخش خریداری از مالک رسمی محرز گردیده است. لذا به منظور اطلاع عموم مراتب در دو نوبت به فاصله ۱۵ روز آگهی می‌شود در صورتی که اشخاص نسبت به صدور سند مالکیت متقاضی اعتراضی داشته باشند می‌توانند از تاریخ انتشار اولین آگهی به مدت دو ماه اعتراض خود را به این اداره تسلیم و پس از اخذ رسید ظرف مدت یک ماه از تاریخ تسلیم اعتراض دادخواست خود را به مرجع قضایی تقدیم نمایند. بدیهی است در صورت انقضای مدت مذکور و عدم وصول اعتراض طبق مقررات سند مالکیت صادر خواهد شد. bbox=[252, 207, 482, 283]
notice-body: برابر رای شماره صادره هیات اول موضوع قانون تعیین تکلیف وضعیت ثبتی اراضی و ساختمانهای فاقد سند رسمی مستقر در واحد ثبتی تصرفات مالکانه بلامعارض متقاضی فرزند صادره به شماره شناسنامه در ششدانگ یک باب خانه به مساحت مترمربع پلاک فرعی از اصلی مفروز و مجزی شده از پلاک فرعی از اصلی واقع در بخش خریداری از مالک رسمی محرز گردیده است. لذا به منظور اطلاع عموم مراتب در دو نوبت به فاصله ۱۵ روز آگهی می‌شود در صورتی که اشخاص نسبت به صدور سند مالکیت متقاضی اعتراضی داشته باشند می‌توانند از تاریخ انتشار اولین آگهی به مدت دو ماه اعتراض خود را به این اداره تسلیم و پس از اخذ رسید ظرف مدت یک ماه از تاریخ تسلیم اعتراض دادخواست خود را به مرجع قضایی تقدیم نمایند. بدیهی است در صورت انقضای مدت مذکور و عدم وصول اعتراض طبق مقررات سند مالکیت صادر خواهد شد. bbox=[492, 948, 722, 1025]
notice-dates: تاریخ انتشار نوبت اول: ۱۴۰۳/۰۵/۱۵ تاریخ انتشار نوبت دوم: ۱۴۰۳/۰۵/۳۰ bbox=[68, 1271, 242, 1279]
notice-title: آگهی موضوع ماده ۳ قانون و ماده ۱۳ آیین نامه قانون تعیین تکلیف وضعیت ثبتی اراضی و ساختمانهای فاقد سند رسمی bbox=[31, 68, 242, 84]
notice-divider bbox=[492, 677, 722, 678]
notice-title: آگهی موضوع ماده ۳ قانون و ماده ۱۳ آیین نامه قانون تعیین تکلیف وضعیت ثبتی اراضی و ساختمانهای فاقد سند رسمی bbox=[31, 809, 242, 826]
notice-dates: تاریخ انتشار نوبت اول: ۱۴۰۳/۰۵/۱۵ تاریخ انتشار نوبت دوم: ۱۴۰۳/۰۵/۳۰ bbox=[68, 407, 242, 414]
notice-signature: مهدی ناصری رئیس واحد ثبتی حوزه ثبت ملک شهرکرد bbox=[310, 293, 482, 302]
legal-notice bbox=[252, 562, 482, 678]
notice-title: آگهی موضوع ماده ۳ قانون و ماده ۱۳ آیین نامه قانون تعیین تکلیف وضعیت ثبتی اراضی و ساختمانهای فاقد سند رسمی bbox=[751, 1179, 962, 1196]
issue-info bbox=[44, 10, 164, 42]
legal-notice bbox=[12, 439, 242, 555]
notice-signature: انوش نده بخش رئیس ثبت اسناد و املاک شهرستان زنگ bbox=[64, 1281, 242, 1290]
notice-title: آگهی موضوع ماده ۳ قانون و ماده ۱۳ آیین نامه قانون تعیین تکلیف وضعیت ثبتی اراضی و ساختمانهای فاقد سند رسمی bbox=[751, 438, 962, 455]
legal-notice bbox=[12, 809, 242, 925]
date-block bbox=[732, 10, 912, 50]
notice-title: آگهی موضوع ماده ۳ قانون و ماده ۱۳ آیین نامه قانون تعیین تکلیف وضعیت ثبتی اراضی و ساختمانهای فاقد سند رسمی bbox=[751, 1303, 962, 1320]
column-3 bbox=[252, 68, 482, 1436]
notice-signature: علیرضا کارسالاری رئیس ثبت اسناد و املاک فیروزکوه bbox=[790, 293, 962, 302]
notice-signature: علیرضا کارسالاری رئیس ثبت اسناد و املاک فیروزکوه bbox=[790, 1281, 962, 1290]
notice-title: آگهی موضوع ماده ۳ قانون و ماده ۱۳ آیین نامه قانون تعیین تکلیف وضعیت ثبتی اراضی و ساختمانهای فاقد سند رسمی bbox=[31, 1179, 242, 1196]
legal-notice bbox=[12, 68, 242, 184]
legal-notice bbox=[252, 933, 482, 1049]
legal-notice bbox=[252, 439, 482, 555]
notice-body: برابر رای شماره صادره هیات اول موضوع قانون تعیین تکلیف وضعیت ثبتی اراضی و ساختمانهای فاقد سند رسمی مستقر در واحد ثبتی تصرفات مالکانه بلامعارض متقاضی فرزند صادره به شماره شناسنامه در ششدانگ یک باب خانه به مساحت مترمربع پلاک فرعی از اصلی مفروز و مجزی شده از پلاک فرعی از اصلی واقع در بخش خریداری از مالک رسمی محرز گردیده است. لذا به منظور اطلاع عموم مراتب در دو نوبت به فاصله ۱۵ روز آگهی می‌شود در صورتی که اشخاص نسبت به صدور سند مالکیت متقاضی اعتراضی داشته باشند می‌توانند از تاریخ انتشار اولین آگهی به مدت دو ماه اعتراض خود را به این اداره تسلیم و پس از اخذ رسید ظرف مدت یک ماه از تاریخ تسلیم اعتراض دادخواست خود را به مرجع قضایی تقدیم نمایند. بدیهی است در صورت انقضای مدت مذکور و عدم وصول اعتراض طبق مقررات سند مالکیت صادر خواهد شد. bbox=[732, 331, 962, 407]
notice-divider bbox=[492, 1047, 722, 1048]
notice-divider bbox=[732, 924, 962, 925]
notice-title: آگهی موضوع ماده ۳ قانون و ماده ۱۳ آیین نامه قانون تعیین تکلیف وضعیت ثبتی اراضی و ساختمانهای فاقد سند رسمی bbox=[31, 562, 242, 579]
notice-dates: تاریخ انتشار نوبت اول: ۱۴۰۳/۰۵/۱۵ تاریخ انتشار نوبت دوم: ۱۴۰۳/۰۵/۳۰ bbox=[68, 777, 242, 785]
masthead-logo: رسالت bbox=[246, 12, 352, 54]
notice-dates: تاریخ انتشار نوبت اول: ۱۴۰۳/۰۵/۱۵ تاریخ انتشار نوبت دوم: ۱۴۰۳/۰۵/۳۰ bbox=[308, 901, 482, 909]
notice-divider bbox=[252, 430, 482, 431]
notice-body: برابر رای شماره صادره هیات اول موضوع قانون تعیین تکلیف وضعیت ثبتی اراضی و ساختمانهای فاقد سند رسمی مستقر در واحد ثبتی تصرفات مالکانه بلامعارض متقاضی فرزند صادره به شماره شناسنامه در ششدانگ یک باب خانه به مساحت مترمربع پلاک فرعی از اصلی مفروز و مجزی شده از پلاک فرعی از اصلی واقع در بخش خریداری از مالک رسمی محرز گردیده است. لذا به منظور اطلاع عموم مراتب در دو نوبت به فاصله ۱۵ روز آگهی می‌شود در صورتی که اشخاص نسبت به صدور سند مالکیت متقاضی اعتراضی داشته باشند می‌توانند از تاریخ انتشار اولین آگهی به مدت دو ماه اعتراض خود را به این اداره تسلیم و پس از اخذ رسید ظرف مدت یک ماه از تاریخ تسلیم اعتراض دادخواست خود را به مرجع قضایی تقدیم نمایند. بدیهی است در صورت انقضای مدت مذکور و عدم وصول اعتراض طبق مقررات سند مالکیت صادر خواهد شد. bbox=[732, 948, 962, 1025]
issue-year: سال سی و نهم bbox=[106, 13, 164, 23]
notice-signature: محمد امرلو رئیس ثبت اسناد و املاک بروجرد bbox=[341, 787, 482, 796]
legal-notice bbox=[732, 68, 962, 184]
notice-title: آگهی موضوع ماده ۳ قانون و ماده ۱۳ آیین نامه قانون تعیین تکلیف وضعیت ثبتی اراضی و ساختمانهای فاقد سند رسمی bbox=[751, 809, 962, 826]
notice-title: آگهی موضوع ماده ۳ قانون و ماده ۱۳ آیین نامه قانون تعیین تکلیف وضعیت ثبتی اراضی و ساختمانهای فاقد سند رسمی bbox=[511, 191, 722, 208]
notice-body: برابر رای شماره صادره هیات اول موضوع قانون تعیین تکلیف وضعیت ثبتی اراضی و ساختمانهای فاقد سند رسمی مستقر در واحد ثبتی تصرفات مالکانه بلامعارض متقاضی فرزند صادره به شماره شناسنامه در ششدانگ یک باب خانه به مساحت مترمربع پلاک فرعی از اصلی مفروز و مجزی شده از پلاک فرعی از اصلی واقع در بخش خریداری از مالک رسمی محرز گردیده است. لذا به منظور اطلاع عموم مراتب در دو نوبت به فاصله ۱۵ روز آگهی می‌شود در صورتی که اشخاص نسبت به صدور سند مالکیت متقاضی اعتراضی داشته باشند می‌توانند از تاریخ انتشار اولین آگهی به مدت دو ماه اعتراض خود را به این اداره تسلیم و پس از اخذ رسید ظرف مدت یک ماه از تاریخ تسلیم اعتراض دادخواست خود را به مرجع قضایی تقدیم نمایند. بدیهی است در صورت انقضای مدت مذکور و عدم وصول اعتراض طبق مقررات سند مالکیت صادر خواهد شد. bbox=[12, 1072, 242, 1148]
notice-divider bbox=[492, 1171, 722, 1172]
notice-divider bbox=[492, 1418, 722, 1419]
notice-divider bbox=[492, 800, 722, 801]
legal-notice bbox=[252, 809, 482, 925]
notice-dates: تاریخ انتشار نوبت اول: ۱۴۰۳/۰۵/۱۵ تاریخ انتشار نوبت دوم: ۱۴۰۳/۰۵/۳۰ bbox=[788, 1271, 962, 1279]
notice-dates: تاریخ انتشار نوبت اول: ۱۴۰۳/۰۵/۱۵ تاریخ انتشار نوبت دوم: ۱۴۰۳/۰۵/۳۰ bbox=[548, 1271, 722, 1279]
notice-dates: تاریخ انتشار نوبت اول: ۱۴۰۳/۰۵/۱۵ تاریخ انتشار نوبت دوم: ۱۴۰۳/۰۵/۳۰ bbox=[68, 1148, 242, 1156]
notice-signature: مهدی ناصری رئیس واحد ثبتی حوزه ثبت ملک شهرکرد bbox=[70, 910, 242, 919]
legal-notice bbox=[732, 933, 962, 1049]
notice-dates: تاریخ انتشار نوبت اول: ۱۴۰۳/۰۵/۱۵ تاریخ انتشار نوبت دوم: ۱۴۰۳/۰۵/۳۰ bbox=[68, 530, 242, 538]
notice-title: آگهی موضوع ماده ۳ قانون و ماده ۱۳ آیین نامه قانون تعیین تکلیف وضعیت ثبتی اراضی و ساختمانهای فاقد سند رسمی bbox=[271, 1056, 482, 1073]
notice-divider bbox=[12, 1047, 242, 1048]
notice-signature: هومن حرانی رئیس ثبت اسناد و املاک bbox=[841, 787, 962, 796]
notice-body: برابر رای شماره صادره هیات اول موضوع قانون تعیین تکلیف وضعیت ثبتی اراضی و ساختمانهای فاقد سند رسمی مستقر در واحد ثبتی تصرفات مالکانه بلامعارض متقاضی فرزند صادره به شماره شناسنامه در ششدانگ یک باب خانه به مساحت مترمربع پلاک فرعی از اصلی مفروز و مجزی شده از پلاک فرعی از اصلی واقع در بخش خریداری از مالک رسمی محرز گردیده است. لذا به منظور اطلاع عموم مراتب در دو نوبت به فاصله ۱۵ روز آگهی می‌شود در صورتی که اشخاص نسبت به صدور سند مالکیت متقاضی اعتراضی داشته باشند می‌توانند از تاریخ انتشار اولین آگهی به مدت دو ماه اعتراض خود را به این اداره تسلیم و پس از اخذ رسید ظرف مدت یک ماه از تاریخ تسلیم اعتراض دادخواست خود را به مرجع قضایی تقدیم نمایند. بدیهی است در صورت انقضای مدت مذکور و عدم وصول اعتراض طبق مقررات سند مالکیت صادر خواهد شد. bbox=[492, 331, 722, 407]
notice-body: برابر رای شماره صادره هیات اول موضوع قانون تعیین تکلیف وضعیت ثبتی اراضی و ساختمانهای فاقد سند رسمی مستقر در واحد ثبتی تصرفات مالکانه بلامعارض متقاضی فرزند صادره به شماره شناسنامه در ششدانگ یک باب خانه به مساحت مترمربع پلاک فرعی از اصلی مفروز و مجزی شده از پلاک فرعی از اصلی واقع در بخش خریداری از مالک رسمی محرز گردیده است. لذا به منظور اطلاع عموم مراتب در دو نوبت به فاصله ۱۵ روز آگهی می‌شود در صورتی که اشخاص نسبت به صدور سند مالکیت متقاضی اعتراضی داشته باشند می‌توانند از تاریخ انتشار اولین آگهی به مدت دو ماه اعتراض خود را به این اداره تسلیم و پس از اخذ رسید ظرف مدت یک ماه از تاریخ تسلیم اعتراض دادخواست خود را به مرجع قضایی تقدیم نمایند. بدیهی است در صورت انقضای مدت مذکور و عدم وصول اعتراض طبق مقررات سند مالکیت صادر خواهد شد. bbox=[492, 701, 722, 777]
notice-dates: تاریخ انتشار نوبت اول: ۱۴۰۳/۰۵/۱۵ تاریخ انتشار نوبت دوم: ۱۴۰۳/۰۵/۳۰ bbox=[548, 283, 722, 291]
notice-dates: تاریخ انتشار نوبت اول: ۱۴۰۳/۰۵/۱۵ تاریخ انتشار نوبت دوم: ۱۴۰۳/۰۵/۳۰ bbox=[68, 283, 242, 291]
notice-title: آگهی موضوع ماده ۳ قانون و ماده ۱۳ آیین نامه قانون تعیین تکلیف وضعیت ثبتی اراضی و ساختمانهای فاقد سند رسمی bbox=[751, 1056, 962, 1073]
notice-dates: تاریخ انتشار نوبت اول: ۱۴۰۳/۰۵/۱۵ تاریخ انتشار نوبت دوم: ۱۴۰۳/۰۵/۳۰ bbox=[548, 407, 722, 414]
legal-notice bbox=[492, 315, 722, 431]
notice-divider bbox=[12, 677, 242, 678]
notice-divider bbox=[492, 1294, 722, 1295]
notice-divider bbox=[252, 553, 482, 554]
notice-signature: هومن حرانی رئیس ثبت اسناد و املاک bbox=[601, 1404, 722, 1413]
legal-notice bbox=[252, 1056, 482, 1172]
notice-signature: مهدی ناصری رئیس واحد ثبتی حوزه ثبت ملک شهرکرد bbox=[310, 1281, 482, 1290]
notice-title: آگهی موضوع ماده ۳ قانون و ماده ۱۳ آیین نامه قانون تعیین تکلیف وضعیت ثبتی اراضی و ساختمانهای فاقد سند رسمی bbox=[271, 562, 482, 579]
notice-dates: تاریخ انتشار نوبت اول: ۱۴۰۳/۰۵/۱۵ تاریخ انتشار نوبت دوم: ۱۴۰۳/۰۵/۳۰ bbox=[68, 901, 242, 909]
notice-title: آگهی موضوع ماده ۳ قانون و ماده ۱۳ آیین نامه قانون تعیین تکلیف وضعیت ثبتی اراضی و ساختمانهای فاقد سند رسمی bbox=[271, 438, 482, 455]
notice-signature: مهدی ناصری رئیس واحد ثبتی حوزه ثبت ملک شهرکرد bbox=[550, 663, 722, 672]
notice-title: آگهی موضوع ماده ۳ قانون و ماده ۱۳ آیین نامه قانون تعیین تکلیف وضعیت ثبتی اراضی و ساختمانهای فاقد سند رسمی bbox=[271, 68, 482, 84]
notice-divider bbox=[732, 1294, 962, 1295]
notice-body: برابر رای شماره صادره هیات اول موضوع قانون تعیین تکلیف وضعیت ثبتی اراضی و ساختمانهای فاقد سند رسمی مستقر در واحد ثبتی تصرفات مالکانه بلامعارض متقاضی فرزند صادره به شماره شناسنامه در ششدانگ یک باب خانه به مساحت مترمربع پلاک فرعی از اصلی مفروز و مجزی شده از پلاک فرعی از اصلی واقع در بخش خریداری از مالک رسمی محرز گردیده است. لذا به منظور اطلاع عموم مراتب در دو نوبت به فاصله ۱۵ روز آگهی می‌شود در صورتی که اشخاص نسبت به صدور سند مالکیت متقاضی اعتراضی داشته باشند می‌توانند از تاریخ انتشار اولین آگهی به مدت دو ماه اعتراض خود را به این اداره تسلیم و پس از اخذ رسید ظرف مدت یک ماه از تاریخ تسلیم اعتراض دادخواست خود را به مرجع قضایی تقدیم نمایند. بدیهی است در صورت انقضای مدت مذکور و عدم وصول اعتراض طبق مقررات سند مالکیت صادر خواهد شد. bbox=[732, 1195, 962, 1272]
notice-dates: تاریخ انتشار نوبت اول: ۱۴۰۳/۰۵/۱۵ تاریخ انتشار نوبت دوم: ۱۴۰۳/۰۵/۳۰ bbox=[308, 159, 482, 167]
notice-body: برابر رای شماره صادره هیات اول موضوع قانون تعیین تکلیف وضعیت ثبتی اراضی و ساختمانهای فاقد سند رسمی مستقر در واحد ثبتی تصرفات مالکانه بلامعارض متقاضی فرزند صادره به شماره شناسنامه در ششدانگ یک باب خانه به مساحت مترمربع پلاک فرعی از اصلی مفروز و مجزی شده از پلاک فرعی از اصلی واقع در بخش خریداری از مالک رسمی محرز گردیده است. لذا به منظور اطلاع عموم مراتب در دو نوبت به فاصله ۱۵ روز آگهی می‌شود در صورتی که اشخاص نسبت به صدور سند مالکیت متقاضی اعتراضی داشته باشند می‌توانند از تاریخ انتشار اولین آگهی به مدت دو ماه اعتراض خود را به این اداره تسلیم و پس از اخذ رسید ظرف مدت یک ماه از تاریخ تسلیم اعتراض دادخواست خود را به مرجع قضایی تقدیم نمایند. بدیهی است در صورت انقضای مدت مذکور و عدم وصول اعتراض طبق مقررات سند مالکیت صادر خواهد شد. bbox=[492, 825, 722, 901]
notice-divider bbox=[492, 430, 722, 431]
notice-body: برابر رای شماره صادره هیات اول موضوع قانون تعیین تکلیف وضعیت ثبتی اراضی و ساختمانهای فاقد سند رسمی مستقر در واحد ثبتی تصرفات مالکانه بلامعارض متقاضی فرزند صادره به شماره شناسنامه در ششدانگ یک باب خانه به مساحت مترمربع پلاک فرعی از اصلی مفروز و مجزی شده از پلاک فرعی از اصلی واقع در بخش خریداری از مالک رسمی محرز گردیده است. لذا به منظور اطلاع عموم مراتب در دو نوبت به فاصله ۱۵ روز آگهی می‌شود در صورتی که اشخاص نسبت به صدور سند مالکیت متقاضی اعتراضی داشته باشند می‌توانند از تاریخ انتشار اولین آگهی به مدت دو ماه اعتراض خود را به این اداره تسلیم و پس از اخذ رسید ظرف مدت یک ماه از تاریخ تسلیم اعتراض دادخواست خود را به مرجع قضایی تقدیم نمایند. بدیهی است در صورت انقضای مدت مذکور و عدم وصول اعتراض طبق مقررات سند مالکیت صادر خواهد شد. bbox=[12, 1195, 242, 1272]
notice-divider bbox=[732, 306, 962, 307]
notice-body: برابر رای شماره صادره هیات اول موضوع قانون تعیین تکلیف وضعیت ثبتی اراضی و ساختمانهای فاقد سند رسمی مستقر در واحد ثبتی تصرفات مالکانه بلامعارض متقاضی فرزند صادره به شماره شناسنامه در ششدانگ یک باب خانه به مساحت مترمربع پلاک فرعی از اصلی مفروز و مجزی شده از پلاک فرعی از اصلی واقع در بخش خریداری از مالک رسمی محرز گردیده است. لذا به منظور اطلاع عموم مراتب در دو نوبت به فاصله ۱۵ روز آگهی می‌شود در صورتی که اشخاص نسبت به صدور سند مالکیت متقاضی اعتراضی داشته باشند می‌توانند از تاریخ انتشار اولین آگهی به مدت دو ماه اعتراض خود را به این اداره تسلیم و پس از اخذ رسید ظرف مدت یک ماه از تاریخ تسلیم اعتراض دادخواست خود را به مرجع قضایی تقدیم نمایند. بدیهی است در صورت انقضای مدت مذکور و عدم وصول اعتراض طبق مقررات سند مالکیت صادر خواهد شد. bbox=[492, 1319, 722, 1395]
column-2 bbox=[492, 68, 722, 1436]
notice-divider bbox=[252, 1171, 482, 1172]
notice-divider bbox=[12, 924, 242, 925]
legal-notice bbox=[12, 315, 242, 431]
notice-divider bbox=[732, 800, 962, 801]
notice-body: برابر رای شماره صادره هیات اول موضوع قانون تعیین تکلیف وضعیت ثبتی اراضی و ساختمانهای فاقد سند رسمی مستقر در واحد ثبتی تصرفات مالکانه بلامعارض متقاضی فرزند صادره به شماره شناسنامه در ششدانگ یک باب خانه به مساحت مترمربع پلاک فرعی از اصلی مفروز و مجزی شده از پلاک فرعی از اصلی واقع در بخش خریداری از مالک رسمی محرز گردیده است. لذا به منظور اطلاع عموم مراتب در دو نوبت به فاصله ۱۵ روز آگهی می‌شود در صورتی که اشخاص نسبت به صدور سند مالکیت متقاضی اعتراضی داشته باشند می‌توانند از تاریخ انتشار اولین آگهی به مدت دو ماه اعتراض خود را به این اداره تسلیم و پس از اخذ رسید ظرف مدت یک ماه از تاریخ تسلیم اعتراض دادخواست خود را به مرجع قضایی تقدیم نمایند. بدیهی است در صورت انقضای مدت مذکور و عدم وصول اعتراض طبق مقررات سند مالکیت صادر خواهد شد. bbox=[12, 825, 242, 901]
notice-body: برابر رای شماره صادره هیات اول موضوع قانون تعیین تکلیف وضعیت ثبتی اراضی و ساختمانهای فاقد سند رسمی مستقر در واحد ثبتی تصرفات مالکانه بلامعارض متقاضی فرزند صادره به شماره شناسنامه در ششدانگ یک باب خانه به مساحت مترمربع پلاک فرعی از اصلی مفروز و مجزی شده از پلاک فرعی از اصلی واقع در بخش خریداری از مالک رسمی محرز گردیده است. لذا به منظور اطلاع عموم مراتب در دو نوبت به فاصله ۱۵ روز آگهی می‌شود در صورتی که اشخاص نسبت به صدور سند مالکیت متقاضی اعتراضی داشته باشند می‌توانند از تاریخ انتشار اولین آگهی به مدت دو ماه اعتراض خود را به این اداره تسلیم و پس از اخذ رسید ظرف مدت یک ماه از تاریخ تسلیم اعتراض دادخواست خود را به مرجع قضایی تقدیم نمایند. بدیهی است در صورت انقضای مدت مذکور و عدم وصول اعتراض طبق مقررات سند مالکیت صادر خواهد شد. bbox=[732, 825, 962, 901]
notice-divider bbox=[12, 553, 242, 554]
notice-signature: علیرضا کارسالاری رئیس ثبت اسناد و املاک فیروزکوه bbox=[70, 1157, 242, 1166]
notice-dates: تاریخ انتشار نوبت اول: ۱۴۰۳/۰۵/۱۵ تاریخ انتشار نوبت دوم: ۱۴۰۳/۰۵/۳۰ bbox=[308, 283, 482, 291]
notice-body: برابر رای شماره صادره هیات اول موضوع قانون تعیین تکلیف وضعیت ثبتی اراضی و ساختمانهای فاقد سند رسمی مستقر در واحد ثبتی تصرفات مالکانه بلامعارض متقاضی فرزند صادره به شماره شناسنامه در ششدانگ یک باب خانه به مساحت مترمربع پلاک فرعی از اصلی مفروز و مجزی شده از پلاک فرعی از اصلی واقع در بخش خریداری از مالک رسمی محرز گردیده است. لذا به منظور اطلاع عموم مراتب در دو نوبت به فاصله ۱۵ روز آگهی می‌شود در صورتی که اشخاص نسبت به صدور سند مالکیت متقاضی اعتراضی داشته باشند می‌توانند از تاریخ انتشار اولین آگهی به مدت دو ماه اعتراض خود را به این اداره تسلیم و پس از اخذ رسید ظرف مدت یک ماه از تاریخ تسلیم اعتراض دادخواست خود را به مرجع قضایی تقدیم نمایند. بدیهی است در صورت انقضای مدت مذکور و عدم وصول اعتراض طبق مقررات سند مالکیت صادر خواهد شد. bbox=[732, 454, 962, 530]
notice-title: آگهی موضوع ماده ۳ قانون و ماده ۱۳ آیین نامه قانون تعیین تکلیف وضعیت ثبتی اراضی و ساختمانهای فاقد سند رسمی bbox=[511, 1303, 722, 1320]
legal-notice bbox=[732, 809, 962, 925]
notice-body: برابر رای شماره صادره هیات اول موضوع قانون تعیین تکلیف وضعیت ثبتی اراضی و ساختمانهای فاقد سند رسمی مستقر در واحد ثبتی تصرفات مالکانه بلامعارض متقاضی فرزند صادره به شماره شناسنامه در ششدانگ یک باب خانه به مساحت مترمربع پلاک فرعی از اصلی مفروز و مجزی شده از پلاک فرعی از اصلی واقع در بخش خریداری از مالک رسمی محرز گردیده است. لذا به منظور اطلاع عموم مراتب در دو نوبت به فاصله ۱۵ روز آگهی می‌شود در صورتی که اشخاص نسبت به صدور سند مالکیت متقاضی اعتراضی داشته باشند می‌توانند از تاریخ انتشار اولین آگهی به مدت دو ماه اعتراض خود را به این اداره تسلیم و پس از اخذ رسید ظرف مدت یک ماه از تاریخ تسلیم اعتراض دادخواست خود را به مرجع قضایی تقدیم نمایند. بدیهی است در صورت انقضای مدت مذکور و عدم وصول اعتراض طبق مقررات سند مالکیت صادر خواهد شد. bbox=[492, 84, 722, 160]
notice-dates: تاریخ انتشار نوبت اول: ۱۴۰۳/۰۵/۱۵ تاریخ انتشار نوبت دوم: ۱۴۰۳/۰۵/۳۰ bbox=[548, 777, 722, 785]
notice-divider bbox=[12, 183, 242, 184]
notice-dates: تاریخ انتشار نوبت اول: ۱۴۰۳/۰۵/۱۵ تاریخ انتشار نوبت دوم: ۱۴۰۳/۰۵/۳۰ bbox=[788, 1148, 962, 1156]
notice-divider bbox=[732, 430, 962, 431]
notice-title: آگهی موضوع ماده ۳ قانون و ماده ۱۳ آیین نامه قانون تعیین تکلیف وضعیت ثبتی اراضی و ساختمانهای فاقد سند رسمی bbox=[511, 438, 722, 455]
notice-signature: علی یاور میرحمدی رئیس ثبت اسناد و املاک bbox=[101, 540, 242, 549]
notice-dates: تاریخ انتشار نوبت اول: ۱۴۰۳/۰۵/۱۵ تاریخ انتشار نوبت دوم: ۱۴۰۳/۰۵/۳۰ bbox=[788, 777, 962, 785]
notice-divider bbox=[492, 306, 722, 307]
notice-body: برابر رای شماره صادره هیات اول موضوع قانون تعیین تکلیف وضعیت ثبتی اراضی و ساختمانهای فاقد سند رسمی مستقر در واحد ثبتی تصرفات مالکانه بلامعارض متقاضی فرزند صادره به شماره شناسنامه در ششدانگ یک باب خانه به مساحت مترمربع پلاک فرعی از اصلی مفروز و مجزی شده از پلاک فرعی از اصلی واقع در بخش خریداری از مالک رسمی محرز گردیده است. لذا به منظور اطلاع عموم مراتب در دو نوبت به فاصله ۱۵ روز آگهی می‌شود در صورتی که اشخاص نسبت به صدور سند مالکیت متقاضی اعتراضی داشته باشند می‌توانند از تاریخ انتشار اولین آگهی به مدت دو ماه اعتراض خود را به این اداره تسلیم و پس از اخذ رسید ظرف مدت یک ماه از تاریخ تسلیم اعتراض دادخواست خود را به مرجع قضایی تقدیم نمایند. بدیهی است در صورت انقضای مدت مذکور و عدم وصول اعتراض طبق مقررات سند مالکیت صادر خواهد شد. bbox=[252, 84, 482, 160]
notice-dates: تاریخ انتشار نوبت اول: ۱۴۰۳/۰۵/۱۵ تاریخ انتشار نوبت دوم: ۱۴۰۳/۰۵/۳۰ bbox=[548, 530, 722, 538]
legal-notice bbox=[12, 562, 242, 678]
date-lunar-gregorian: ۱۵ صفر ۱۴۴۶ | ۲۰ آگوست ۲۰۲۴ bbox=[764, 34, 901, 45]
notice-dates: تاریخ انتشار نوبت اول: ۱۴۰۳/۰۵/۱۵ تاریخ انتشار نوبت دوم: ۱۴۰۳/۰۵/۳۰ bbox=[788, 654, 962, 662]
column-1 bbox=[732, 68, 962, 1436]
notice-dates: تاریخ انتشار نوبت اول: ۱۴۰۳/۰۵/۱۵ تاریخ انتشار نوبت دوم: ۱۴۰۳/۰۵/۳۰ bbox=[548, 1024, 722, 1032]
notice-dates: تاریخ انتشار نوبت اول: ۱۴۰۳/۰۵/۱۵ تاریخ انتشار نوبت دوم: ۱۴۰۳/۰۵/۳۰ bbox=[308, 1148, 482, 1156]
notice-dates: تاریخ انتشار نوبت اول: ۱۴۰۳/۰۵/۱۵ تاریخ انتشار نوبت دوم: ۱۴۰۳/۰۵/۳۰ bbox=[788, 407, 962, 414]
notice-signature: رضا ده مرده رئیس ثبت اسناد و املاک bbox=[602, 540, 722, 549]
notice-signature: علیرضا کارسالاری رئیس ثبت اسناد و املاک فیروزکوه bbox=[310, 540, 482, 549]
legal-notice bbox=[732, 192, 962, 308]
notice-title: آگهی موضوع ماده ۳ قانون و ماده ۱۳ آیین نامه قانون تعیین تکلیف وضعیت ثبتی اراضی و ساختمانهای فاقد سند رسمی bbox=[511, 932, 722, 949]
notice-title: آگهی موضوع ماده ۳ قانون و ماده ۱۳ آیین نامه قانون تعیین تکلیف وضعیت ثبتی اراضی و ساختمانهای فاقد سند رسمی bbox=[271, 809, 482, 826]
notice-title: آگهی موضوع ماده ۳ قانون و ماده ۱۳ آیین نامه قانون تعیین تکلیف وضعیت ثبتی اراضی و ساختمانهای فاقد سند رسمی bbox=[511, 315, 722, 332]
legal-notice bbox=[492, 562, 722, 678]
